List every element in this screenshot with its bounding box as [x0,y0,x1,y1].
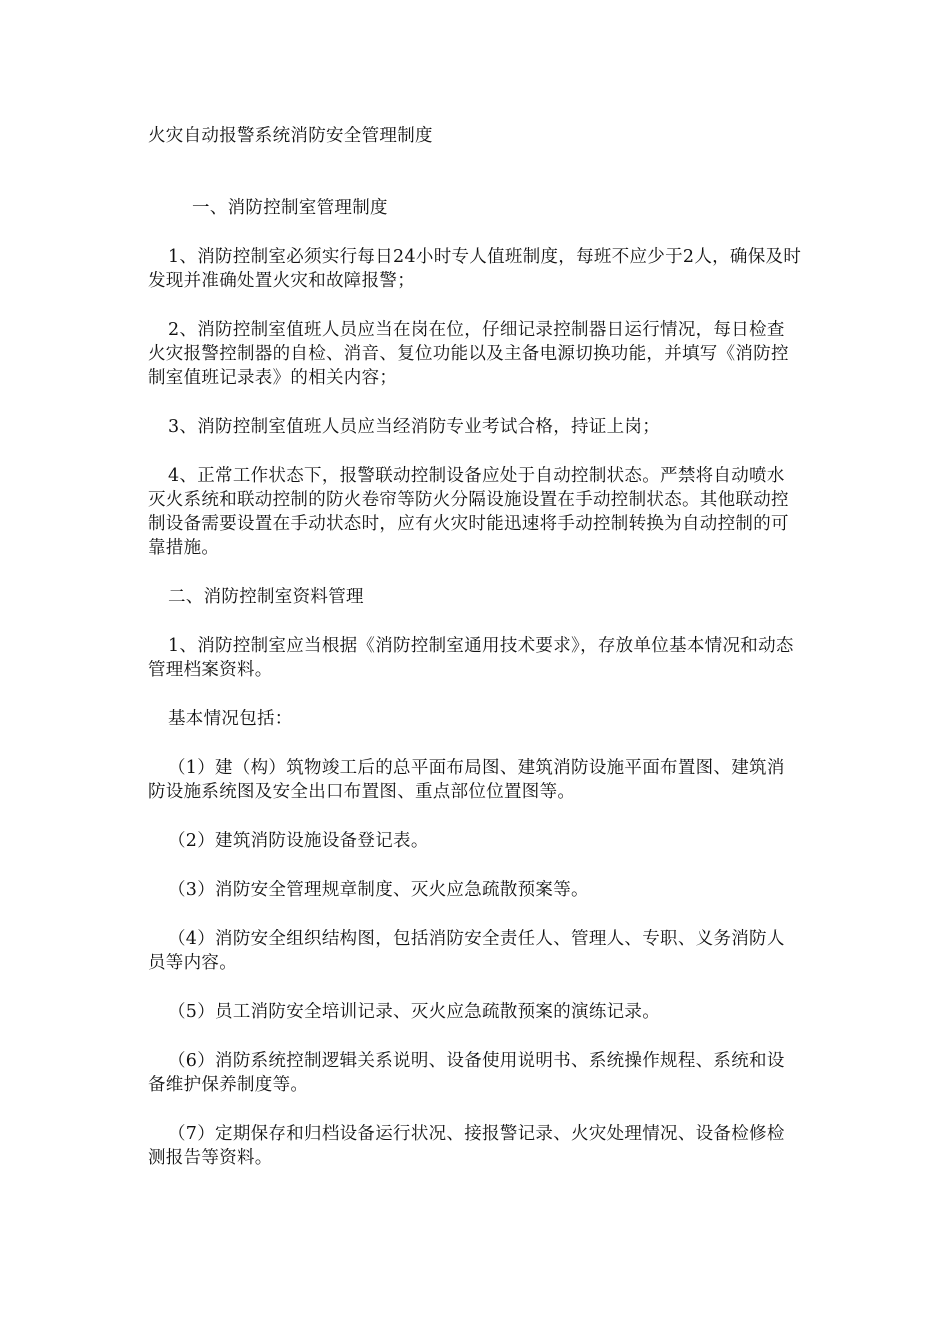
document-title: 火灾自动报警系统消防安全管理制度 [148,126,433,146]
basic-info-item-7: （7）定期保存和归档设备运行状况、接报警记录、火灾处理情况、设备检修检测报告等资料。 [148,1124,785,1168]
rule-item-3: 3、消防控制室值班人员应当经消防专业考试合格，持证上岗； [168,417,661,437]
rule-item-4: 4、正常工作状态下，报警联动控制设备应处于自动控制状态。严禁将自动喷水灭火系统和联动控制的防火卷帘等防火分隔设施设置在手动控制状态。其他联动控制设备需要设置在手动状态时，应有火灾时能迅速将手动控制转换为自动控制的可靠措施。 [148,466,789,558]
basic-info-item-6: （6）消防系统控制逻辑关系说明、设备使用说明书、系统操作规程、系统和设备维护保养制度等。 [148,1051,785,1095]
section-heading-records-management: 二、消防控制室资料管理 [168,587,364,607]
basic-info-item-2: （2）建筑消防设施设备登记表。 [168,831,429,851]
basic-info-item-3: （3）消防安全管理规章制度、灭火应急疏散预案等。 [168,880,589,900]
basic-info-item-1: （1）建（构）筑物竣工后的总平面布局图、建筑消防设施平面布置图、建筑消防设施系统图及安全出口布置图、重点部位位置图等。 [148,758,785,802]
document-body [148,124,802,1194]
rule-item-2: 2、消防控制室值班人员应当在岗在位，仔细记录控制器日运行情况，每日检查火灾报警控制器的自检、消音、复位功能以及主备电源切换功能，并填写《消防控制室值班记录表》的相关内容； [148,320,789,388]
basic-info-item-5: （5）员工消防安全培训记录、灭火应急疏散预案的演练记录。 [168,1002,661,1022]
rule-item-1: 1、消防控制室必须实行每日24小时专人值班制度，每班不应少于2人，确保及时发现并准确处置火灾和故障报警； [148,247,802,291]
records-intro: 1、消防控制室应当根据《消防控制室通用技术要求》，存放单位基本情况和动态管理档案资料。 [148,636,794,680]
section-heading-control-room-rules: 一、消防控制室管理制度 [192,198,388,218]
basic-info-label: 基本情况包括： [168,709,293,729]
basic-info-item-4: （4）消防安全组织结构图，包括消防安全责任人、管理人、专职、义务消防人员等内容。 [148,929,785,973]
